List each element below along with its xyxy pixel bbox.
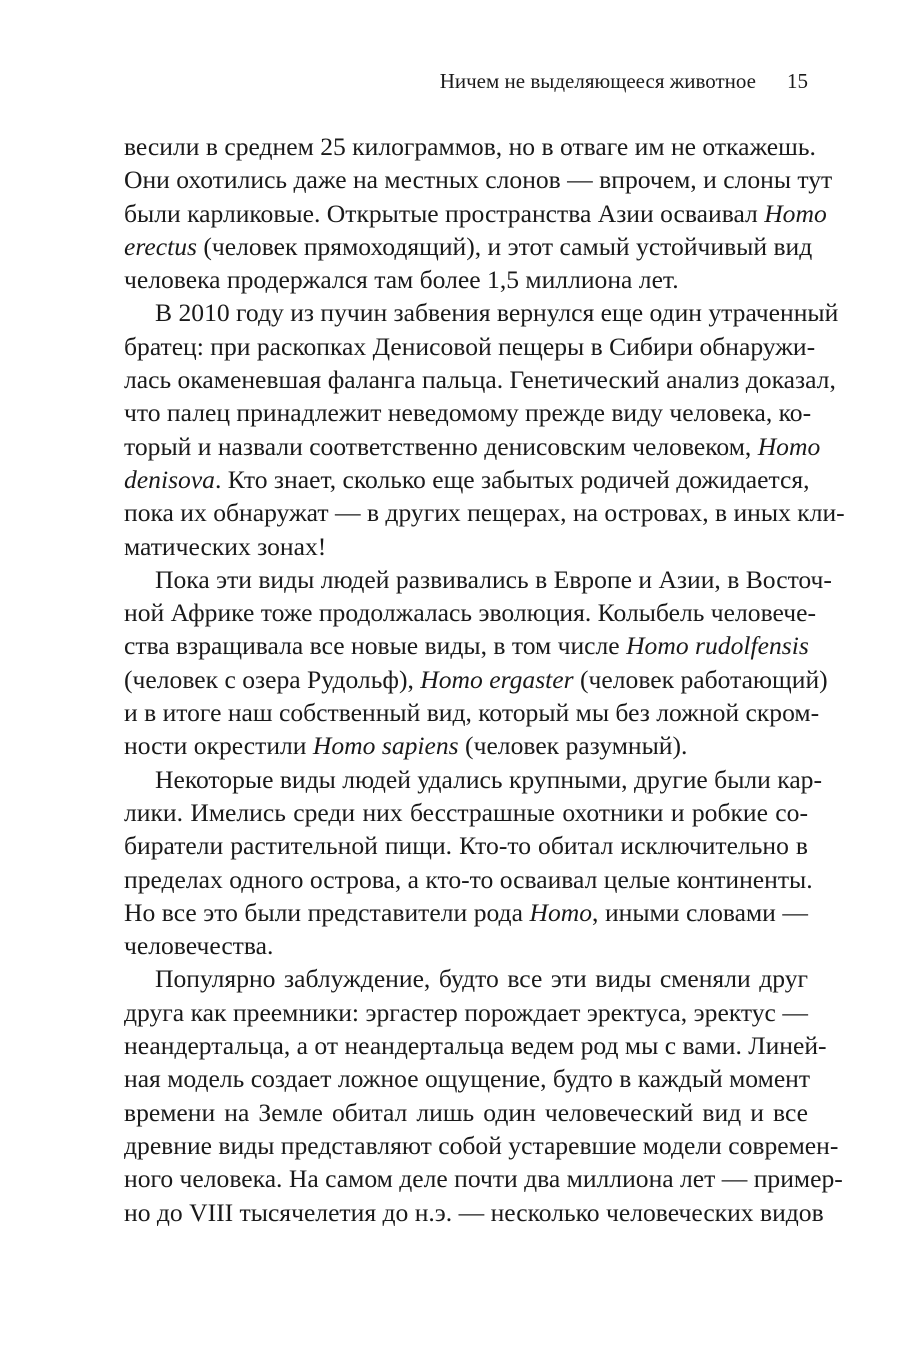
text-line — [124, 763, 822, 796]
text-line — [124, 263, 808, 296]
text-line — [124, 1062, 811, 1095]
text-line — [124, 563, 832, 596]
text-segment: ной Африке тоже продолжалась эволюция. Колыбель человече- — [124, 598, 817, 628]
text-line — [124, 829, 808, 862]
text-segment: но до VIII тысячелетия до н.э. — несколько человеческих видов — [124, 1197, 824, 1227]
text-line — [124, 1096, 808, 1129]
text-line — [124, 596, 817, 629]
text-line — [124, 363, 836, 396]
text-segment: Но все это были представители рода — [124, 897, 530, 927]
italic-text: Homo — [529, 897, 593, 927]
text-segment: и в итоге наш собственный вид, который мы без ложной скром- — [124, 698, 820, 728]
text-line — [124, 962, 808, 995]
italic-text: denisova — [124, 464, 215, 494]
running-title: Ничем не выделяющееся животное — [439, 69, 756, 93]
text-line — [124, 130, 816, 163]
text-segment: Пока эти виды людей развивались в Европе и Азии, в Восточ- — [155, 564, 832, 594]
text-line — [124, 197, 827, 230]
text-line — [124, 230, 813, 263]
italic-text: Homo ergaster — [420, 664, 574, 694]
text-line — [124, 729, 808, 762]
text-line — [124, 629, 808, 662]
text-line — [124, 430, 821, 463]
italic-text: erectus — [124, 231, 197, 261]
page-number: 15 — [787, 69, 808, 93]
text-segment: братец: при раскопках Денисовой пещеры в Сибири обнаружи- — [124, 331, 816, 361]
italic-text: Homo rudolfensis — [626, 631, 809, 661]
text-line — [124, 163, 833, 196]
text-line — [124, 663, 828, 696]
text-segment: (человек прямоходящий), и этот самый устойчивый вид — [196, 231, 813, 261]
text-line — [124, 929, 808, 962]
text-segment: ная модель создает ложное ощущение, будто в каждый момент — [124, 1064, 811, 1094]
text-line — [124, 1129, 839, 1162]
text-segment: неандертальца, а от неандертальца ведем род мы с вами. Линей- — [124, 1031, 827, 1061]
text-segment: Некоторые виды людей удались крупными, другие были кар- — [155, 764, 822, 794]
text-segment: ности окрестили — [124, 731, 313, 761]
text-segment: Популярно заблуждение, будто все эти виды сменяли друг — [155, 964, 808, 994]
text-segment: Они охотились даже на местных слонов — впрочем, и слоны тут — [124, 165, 833, 195]
text-segment: (человек разумный). — [458, 731, 688, 761]
body-text — [124, 130, 845, 1229]
text-line — [124, 496, 845, 529]
text-segment: . Кто знает, сколько еще забытых родичей дожидается, — [214, 464, 810, 494]
text-line — [124, 796, 808, 829]
italic-text: Homo sapiens — [312, 731, 459, 761]
text-segment: биратели растительной пищи. Кто-то обитал исключительно в — [124, 831, 808, 861]
text-segment: были карликовые. Открытые пространства Азии осваивал — [124, 198, 765, 228]
text-segment: человека продержался там более 1,5 миллиона лет. — [124, 265, 679, 295]
text-segment: друга как преемники: эргастер порождает эректуса, эректус — — [124, 997, 808, 1027]
text-segment: весили в среднем 25 килограммов, но в отваге им не откажешь. — [124, 132, 816, 161]
text-line — [124, 1029, 827, 1062]
text-line — [124, 463, 808, 496]
text-segment: пока их обнаружат — в других пещерах, на островах, в иных кли- — [124, 498, 845, 528]
text-line — [124, 296, 839, 329]
text-segment: , иными словами — — [592, 897, 808, 927]
text-line — [124, 396, 812, 429]
text-segment: (человек с озера Рудольф), — [124, 664, 421, 694]
text-line — [124, 1196, 824, 1229]
text-line — [124, 696, 820, 729]
text-segment: лась окаменевшая фаланга пальца. Генетический анализ доказал, — [124, 365, 836, 395]
text-segment: торый и назвали соответственно денисовским человеком, — [124, 431, 758, 461]
text-segment: пределах одного острова, а кто-то осваивал целые континенты. — [124, 864, 813, 894]
text-line — [124, 330, 816, 363]
text-segment: В 2010 году из пучин забвения вернулся еще один утраченный — [155, 298, 839, 328]
text-line — [124, 896, 808, 929]
text-segment: что палец принадлежит неведомому прежде виду человека, ко- — [124, 398, 812, 428]
text-segment: ства взращивала все новые виды, в том числе — [124, 631, 627, 661]
text-segment: матических зонах! — [124, 531, 327, 561]
running-head — [124, 66, 808, 96]
text-segment: человечества. — [124, 931, 274, 961]
text-line — [124, 863, 813, 896]
italic-text: Homo — [764, 198, 827, 228]
text-segment: древние виды представляют собой устаревшие модели современ- — [124, 1130, 839, 1160]
text-segment: лики. Имелись среди них бесстрашные охотники и робкие со- — [124, 797, 808, 827]
text-segment: ного человека. На самом деле почти два миллиона лет — пример- — [124, 1164, 843, 1194]
italic-text: Homo — [757, 431, 821, 461]
text-segment: времени на Земле обитал лишь один человеческий вид и все — [124, 1097, 808, 1127]
text-line — [124, 1162, 843, 1195]
text-line — [124, 530, 808, 563]
text-segment: (человек работающий) — [573, 664, 828, 694]
text-line — [124, 996, 808, 1029]
